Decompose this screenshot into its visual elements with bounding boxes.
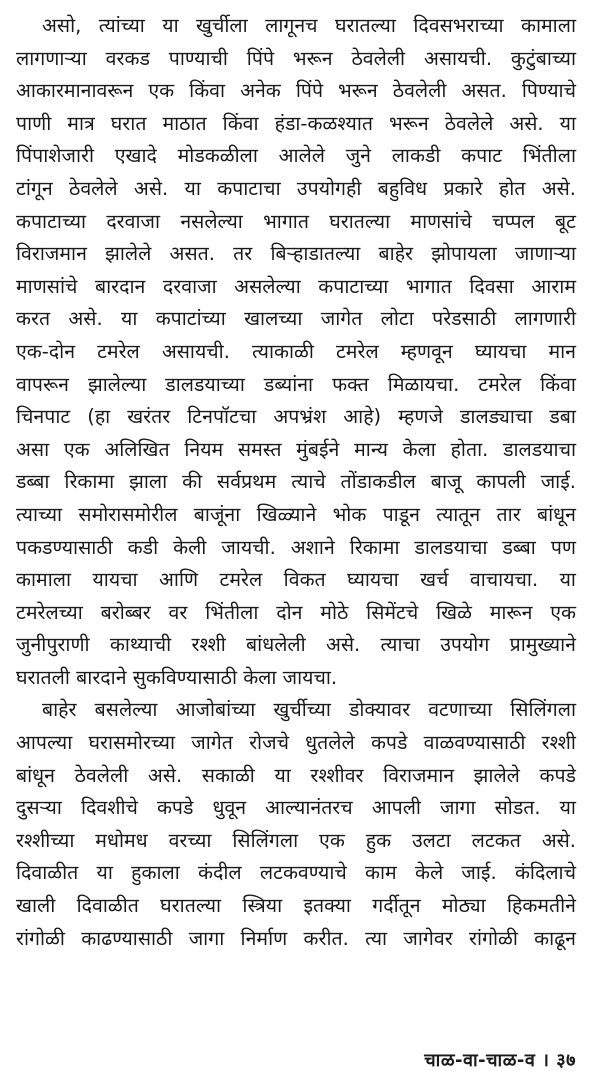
text-line: डब्बा रिकामा झाला की सर्वप्रथम त्याचे तोंडाकडील बाजू कापली जाई. <box>16 470 576 494</box>
paragraph <box>16 694 576 955</box>
text-line: घरातली बारदाने सुकविण्यासाठी केला जायचा. <box>16 665 338 689</box>
text-line: बाहेर बसलेल्या आजोबांच्या खुर्चीच्या डोक्यावर वटणाच्या सिलिंगला <box>42 698 576 722</box>
text-line: टांगून ठेवलेले असे. या कपाटाचा उपयोगही बहुविध प्रकारे होत असे. <box>16 176 576 200</box>
text-line: पाणी मात्र घरात माठात किंवा हंडा-कळश्यात भरून ठेवलेले असे. या <box>16 111 576 135</box>
text-line: वापरून झालेल्या डालडयाच्या डब्यांना फक्त मिळायचा. टमरेल किंवा <box>16 372 576 396</box>
text-line: आकारमानावरून एक किंवा अनेक पिंपे भरून ठेवलेली असत. पिण्याचे <box>16 79 576 103</box>
text-line: जुनीपुराणी काथ्याची रश्शी बांधलेली असे. त्याचा उपयोग प्रामुख्याने <box>16 633 576 657</box>
page-footer <box>424 1048 576 1072</box>
text-line: लागणाऱ्या वरकड पाण्याची पिंपे भरून ठेवलेली असायची. कुटुंबाच्या <box>16 46 576 70</box>
text-line: रश्शीच्या मधोमध वरच्या सिलिंगला एक हुक उलटा लटकत असे. <box>16 828 576 852</box>
text-line: रांगोळी काढण्यासाठी जागा निर्माण करीत. त्या जागेवर रांगोळी काढून <box>16 926 576 950</box>
text-line: आपल्या घरासमोरच्या जागेत रोजचे धुतलेले कपडे वाळवण्यासाठी रश्शी <box>16 731 576 755</box>
text-line: करत असे. या कपाटांच्या खालच्या जागेत लोटा परेडसाठी लागणारी <box>16 307 576 331</box>
text-line: टमरेलच्या बरोब्बर वर भिंतीला दोन मोठे सिमेंटचे खिळे मारून एक <box>16 600 576 624</box>
text-line: असो, त्यांच्या या खुर्चीला लागूनच घरातल्या दिवसभराच्या कामाला <box>42 14 576 37</box>
text-line: कपाटाच्या दरवाजा नसलेल्या भागात घरातल्या माणसांचे चप्पल बूट <box>16 209 576 233</box>
footer-separator: । <box>542 1050 550 1071</box>
text-body <box>16 10 576 955</box>
page-number: ३७ <box>556 1050 576 1071</box>
text-line: पकडण्यासाठी कडी केली जायची. अशाने रिकामा डालडयाचा डब्बा पण <box>16 535 576 559</box>
text-line: खाली दिवाळीत घरातल्या स्त्रिया इतक्या गर्दीतून मोठ्या हिकमतीने <box>16 894 576 918</box>
text-line: कामाला यायचा आणि टमरेल विकत घ्यायचा खर्च वाचायचा. या <box>16 568 576 592</box>
paragraph <box>16 10 576 694</box>
text-line: त्याच्या समोरासमोरील बाजूंना खिळ्याने भोक पाडून त्यातून तार बांधून <box>16 502 576 526</box>
text-line: असा एक अलिखित नियम समस्त मुंबईने मान्य केला होता. डालडयाचा <box>16 437 576 461</box>
text-line: बांधून ठेवलेली असे. सकाळी या रश्शीवर विराजमान झालेले कपडे <box>16 763 576 787</box>
text-line: दिवाळीत या हुकाला कंदील लटकवण्याचे काम केले जाई. कंदिलाचे <box>16 861 576 885</box>
text-line: पिंपाशेजारी एखादे मोडकळीला आलेले जुने लाकडी कपाट भिंतीला <box>16 144 576 168</box>
text-line: चिनपाट (हा खरंतर टिनपॉटचा अपभ्रंश आहे) म्हणजे डालड्याचा डबा <box>16 405 576 429</box>
text-line: विराजमान झालेले असत. तर बिऱ्हाडातल्या बाहेर झोपायला जाणाऱ्या <box>16 242 576 266</box>
running-title: चाळ-वा-चाळ-व <box>424 1050 536 1071</box>
text-line: एक-दोन टमरेल असायची. त्याकाळी टमरेल म्हणवून घ्यायचा मान <box>16 339 576 363</box>
text-line: माणसांचे बारदान दरवाजा असलेल्या कपाटाच्या भागात दिवसा आराम <box>16 274 576 298</box>
text-line: दुसऱ्या दिवशीचे कपडे धुवून आल्यानंतरच आपली जागा सोडत. या <box>16 796 576 820</box>
